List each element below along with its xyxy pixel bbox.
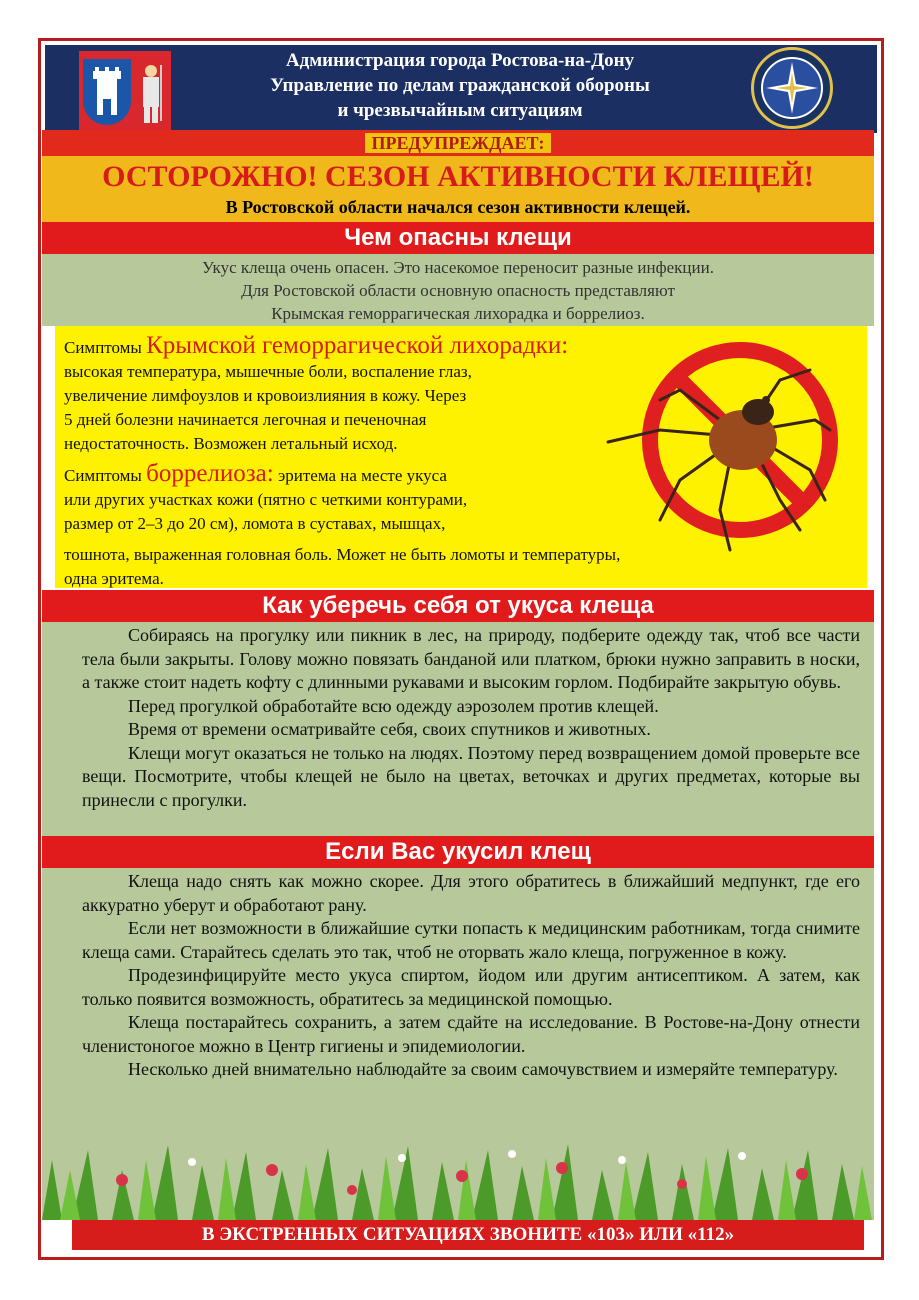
header-line-1: Администрация города Ростова-на-Дону — [285, 50, 635, 71]
symptom-line: размер от 2–3 до 20 см), ломота в суставах, мышцах, — [64, 514, 446, 533]
paragraph: Если нет возможности в ближайшие сутки попасть к медицинским работникам, тогда снимите клеща сами. Старайтесь сделать это так, чтоб не оторвать жало клеща, погруженное в кожу. — [82, 918, 860, 962]
section-heading-dangers: Чем опасны клещи — [42, 222, 874, 254]
paragraph: Клещи могут оказаться не только на людях. Поэтому перед возвращением домой проверьте все вещи. Посмотрите, чтобы клещей не было на цветах, веточках и других предметах, которые вы принесли с прогулки. — [82, 742, 860, 810]
symptoms-lead: Симптомы — [64, 466, 142, 485]
rostov-coat-of-arms-icon — [79, 51, 171, 133]
symptom-line: тошнота, выраженная головная боль. Может не быть ломоты и температуры, — [64, 545, 621, 564]
intro-line: Укус клеща очень опасен. Это насекомое переносит разные инфекции. — [202, 258, 714, 277]
paragraph: Собираясь на прогулку или пикник в лес, на природу, подберите одежду так, чтоб все части тела были закрыты. Голову можно повязать банданой или платком, брюки нужно заправить в носки, а также стоит надеть кофту с длинными рукавами и высоким горлом. Подбирайте закрытую обувь. — [82, 625, 860, 692]
header-title — [180, 48, 740, 123]
page-subtitle: В Ростовской области начался сезон активности клещей. — [225, 197, 691, 217]
warning-band — [42, 130, 874, 156]
paragraph: Время от времени осматривайте себя, своих спутников и животных. — [128, 719, 651, 739]
paragraph: Клеща постарайтесь сохранить, а затем сдайте на исследование. В Ростове-на-Дону отнести членистоногое можно в Центр гигиены и эпидемиологии. — [82, 1012, 860, 1056]
tick-prohibited-icon — [600, 330, 840, 560]
intro-line: Для Ростовской области основную опасность представляют — [241, 281, 675, 300]
symptom-line: эритема на месте укуса — [277, 466, 447, 485]
disease-name-borreliosis: боррелиоза: — [146, 460, 274, 487]
dangers-intro — [42, 254, 874, 326]
symptom-line: увеличение лимфоузлов и кровоизлияния в кожу. Через — [64, 386, 467, 405]
page-title: ОСТОРОЖНО! СЕЗОН АКТИВНОСТИ КЛЕЩЕЙ! — [102, 160, 814, 193]
symptom-line: высокая температура, мышечные боли, воспаление глаз, — [64, 362, 472, 381]
symptoms-borreliosis — [64, 462, 654, 536]
emergency-footer: В ЭКСТРЕННЫХ СИТУАЦИЯХ ЗВОНИТЕ «103» ИЛИ «112» — [72, 1220, 864, 1250]
grass-flowers-icon — [42, 1140, 874, 1220]
header-line-3: и чрезвычайным ситуациям — [337, 100, 583, 121]
section-heading-protection: Как уберечь себя от укуса клеща — [42, 590, 874, 622]
warns-label: ПРЕДУПРЕЖДАЕТ: — [365, 133, 550, 153]
symptoms-cchf — [64, 334, 654, 456]
protection-text — [42, 622, 874, 836]
title-band — [42, 156, 874, 222]
disease-name-cchf: Крымской геморрагической лихорадки: — [146, 332, 569, 359]
intro-line: Крымская геморрагическая лихорадка и боррелиоз. — [271, 304, 645, 323]
paragraph: Несколько дней внимательно наблюдайте за своим самочувствием и измеряйте температуру. — [128, 1059, 838, 1079]
symptom-line: одна эритема. — [64, 569, 164, 588]
paragraph: Продезинфицируйте место укуса спиртом, йодом или другим антисептиком. А затем, как только появится возможность, обратитесь за медицинской помощью. — [82, 965, 860, 1009]
header-line-2: Управление по делам гражданской обороны — [270, 75, 650, 96]
symptom-line: недостаточность. Возможен летальный исход. — [64, 434, 398, 453]
paragraph: Клеща надо снять как можно скорее. Для этого обратитесь в ближайший медпункт, где его аккуратно уберут и обработают рану. — [82, 871, 860, 915]
section-heading-bitten: Если Вас укусил клещ — [42, 836, 874, 868]
civil-defense-emblem-icon — [751, 47, 833, 129]
symptom-line: или других участках кожи (пятно с четкими контурами, — [64, 490, 468, 509]
symptoms-lead: Симптомы — [64, 338, 142, 357]
symptom-line: 5 дней болезни начинается легочная и печеночная — [64, 410, 427, 429]
paragraph: Перед прогулкой обработайте всю одежду аэрозолем против клещей. — [128, 695, 659, 716]
